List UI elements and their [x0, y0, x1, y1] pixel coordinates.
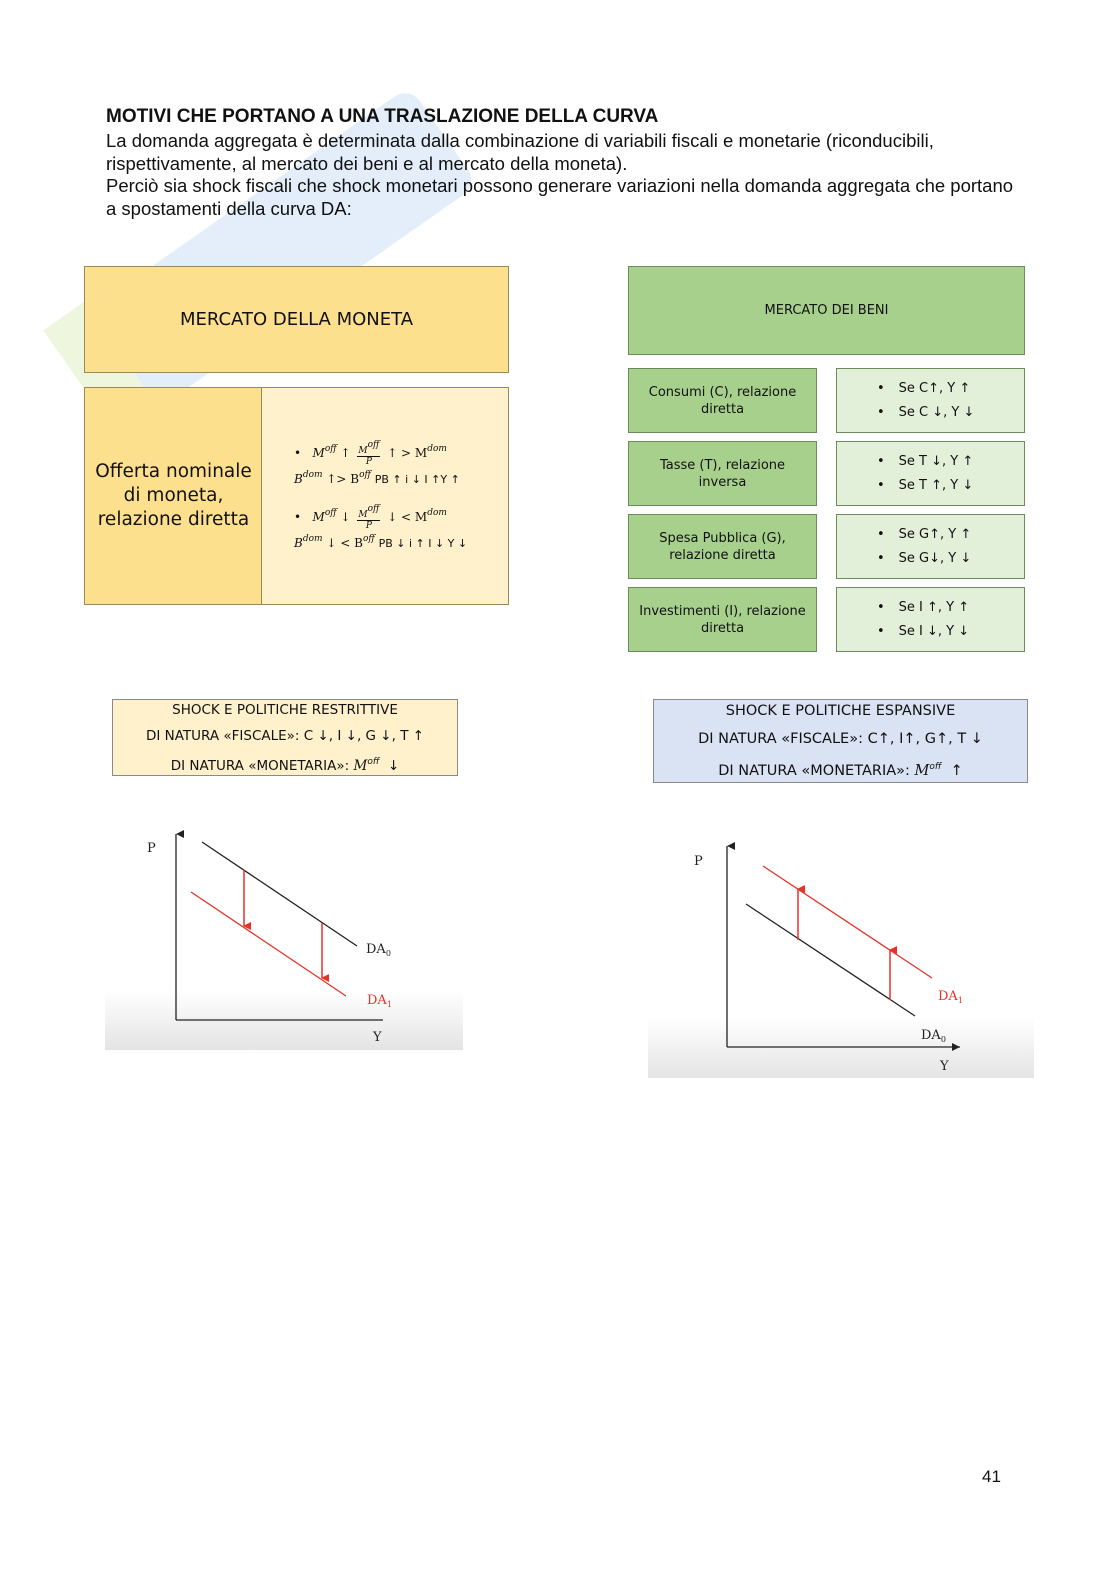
chart-fade-band — [648, 1018, 1034, 1078]
x-axis-label: Y — [373, 1030, 382, 1045]
intro-text — [106, 130, 1026, 220]
mechanism-decrease-line-1: • $M^{off}$ ↓ $\frac{\text{Moff}}{P}$ ↓ < $M^{dom}$ — [294, 504, 447, 531]
da1-label: $DA_1$ — [938, 989, 963, 1005]
goods-row-spending-effects: • Se G↑, Y ↑ • Se G↓, Y ↓ — [836, 514, 1025, 579]
mechanism-increase-line-1: • $M^{off}$ ↑ $\frac{\text{Moff}}{P}$ ↑ > $M^{dom}$ — [294, 440, 447, 467]
money-market-title: MERCATO DELLA MONETA — [84, 266, 509, 373]
expansive-da-chart — [648, 832, 1034, 1078]
money-market-mechanism — [261, 387, 509, 605]
goods-row-investment-effects: • Se I ↑, Y ↑ • Se I ↓, Y ↓ — [836, 587, 1025, 652]
money-supply-label: Offerta nominale di moneta, relazione diretta — [84, 387, 263, 605]
expansive-fiscal: DI NATURA «FISCALE»: C↑, I↑, G↑, T ↓ — [698, 731, 983, 747]
restrictive-shock-box — [112, 699, 458, 776]
goods-row-taxes-effects: • Se T ↓, Y ↑ • Se T ↑, Y ↓ — [836, 441, 1025, 506]
goods-row-investment-label: Investimenti (I), relazione diretta — [628, 587, 817, 652]
goods-row-consumption-effects: • Se C↑, Y ↑ • Se C ↓, Y ↓ — [836, 368, 1025, 433]
da0-curve — [202, 842, 357, 946]
y-axis-label: P — [694, 854, 703, 869]
da0-label: $DA_0$ — [366, 942, 391, 958]
da1-label: $DA_1$ — [367, 993, 392, 1009]
goods-market-title: MERCATO DEI BENI — [628, 266, 1025, 355]
mechanism-decrease-line-2: $B^{dom}$ ↓ < $B^{off}$ PB ↓ i ↑ I ↓ Y ↓ — [294, 534, 468, 550]
restrictive-title: SHOCK E POLITICHE RESTRITTIVE — [172, 701, 398, 718]
x-axis-label: Y — [940, 1059, 949, 1074]
da1-curve — [763, 866, 932, 978]
mechanism-increase-line-2: $B^{dom}$ ↑> $B^{off}$ PB ↑ i ↓ I ↑Y ↑ — [294, 470, 460, 486]
expansive-title: SHOCK E POLITICHE ESPANSIVE — [725, 703, 956, 719]
section-heading: MOTIVI CHE PORTANO A UNA TRASLAZIONE DELLA CURVA — [106, 106, 659, 127]
expansive-shock-box — [653, 699, 1028, 783]
goods-row-spending-label: Spesa Pubblica (G), relazione diretta — [628, 514, 817, 579]
page-number: 41 — [982, 1467, 1001, 1486]
restrictive-monetary: DI NATURA «MONETARIA»: $M^{off}$ ↓ — [170, 756, 400, 774]
intro-paragraph-1: La domanda aggregata è determinata dalla combinazione di variabili fiscali e monetarie (riconducibili, rispettivamente, al mercato dei beni e al mercato della moneta). — [106, 130, 934, 174]
restrictive-fiscal: DI NATURA «FISCALE»: C ↓, I ↓, G ↓, T ↑ — [145, 727, 425, 744]
da0-label: $DA_0$ — [921, 1028, 946, 1044]
y-axis-label: P — [147, 841, 156, 856]
restrictive-da-chart — [105, 820, 463, 1050]
goods-row-taxes-label: Tasse (T), relazione inversa — [628, 441, 817, 506]
goods-row-consumption-label: Consumi (C), relazione diretta — [628, 368, 817, 433]
expansive-monetary: DI NATURA «MONETARIA»: $M^{off}$ ↑ — [718, 762, 963, 779]
intro-paragraph-2: Perciò sia shock fiscali che shock monetari possono generare variazioni nella domanda aggregata che portano a spostamenti della curva DA: — [106, 175, 1014, 219]
